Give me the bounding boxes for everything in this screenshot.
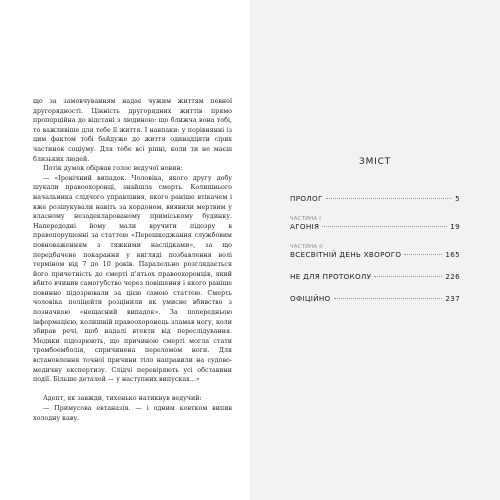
toc-entry[interactable] [290,194,460,204]
toc-title: ЗМІСТ [359,157,391,167]
toc-chapter-title: АГОНІЯ [290,222,320,231]
paragraph: — Примусова евтаназія. — і одним ковтком випив холодну каву. [33,405,232,422]
toc-leader-dots [334,298,443,299]
toc-chapter-title: ВСЕСВІТНІЙ ДЕНЬ ХВОРОГО [290,250,402,259]
toc-leader-dots [322,226,447,227]
toc-entry[interactable] [290,244,460,260]
toc-page-number: 165 [445,250,460,259]
toc-page-number: 226 [445,272,460,281]
toc-entry[interactable] [290,294,460,304]
toc-line [290,272,460,282]
toc-entry[interactable] [290,272,460,282]
paragraph: Адепт, як завжди, тихенько натикнув ведучий: [43,395,202,403]
toc-chapter-title: ПРОЛОГ [290,194,323,203]
toc-line [290,250,460,260]
table-of-contents [290,194,460,316]
toc-chapter-title: НЕ ДЛЯ ПРОТОКОЛУ [290,272,372,281]
toc-part-label: ЧАСТИНА І [290,216,322,222]
toc-leader-dots [374,276,442,277]
toc-line [290,194,460,204]
toc-entry[interactable] [290,216,460,232]
toc-chapter-title: ОФІЦІЙНО [290,294,331,303]
toc-line [290,294,460,304]
toc-leader-dots [326,198,452,199]
toc-line [290,222,460,232]
paragraph: що за замовчуванням надає чужим життям певної другорядності. Цінність другорядних життів прямо пропорційна до відстані з людиною: що ближча вона тобі, то важливіше для тебе її життя. І навпаки: у порівнянні із цим фактом тобі байдуже до життя одинадцяти сірих частинок соціуму. Для тебе всі ріпні, коли ти не маєш близьких людей. [33,98,232,163]
paragraph: — «Іронічний випадок. Чоловіка, якого другу добу шукали правоохоронці, знайшла смерть. Колишнього начальника слідчого управління, якого раніше втікачем і вже розшукували навіть за кордоном, виявили мертвим у власному незадекларованому приміському будинку. Напередодні йому мали вручити підозру в правопорушенні за статтею «Перешкоджання службовим повноваженням з тяжкими наслідками», за що передбачене покарання у вигляді позбавлення волі терміном від 7 до 10 років. Паралельно розглядається його причетність до смерті п'ятьох правоохоронців, який вбито вчинив самогубство через повішення і якого раніше повинно підозрювали за цією самою статтею. Смерть чоловіка поліцейти розцінили як умисне вбивство з позначкою «нещасний випадок». За попередньою інформацією, колишній правоохоронець зламав ногу, коли збирав речі, щоб надалі втекти від переслідування. Медики підозрюють, що причиною смерті могла стати тромбоемболія, спричинена переломом ноги. Для встановлення точної причини тіло направили на судово-медичну експертизу. Слідчі перевіряють усі обставини події. Більше деталей — у наступних випусках...» [33,174,232,384]
toc-page-number: 5 [455,194,460,203]
toc-page-number: 237 [445,294,460,303]
toc-part-label: ЧАСТИНА ІІ [290,244,323,250]
body-text [33,97,232,423]
toc-page-number: 19 [450,222,460,231]
toc-leader-dots [404,254,442,255]
paragraph: Потік думок обірвав голос ведучої новин: [43,165,183,173]
